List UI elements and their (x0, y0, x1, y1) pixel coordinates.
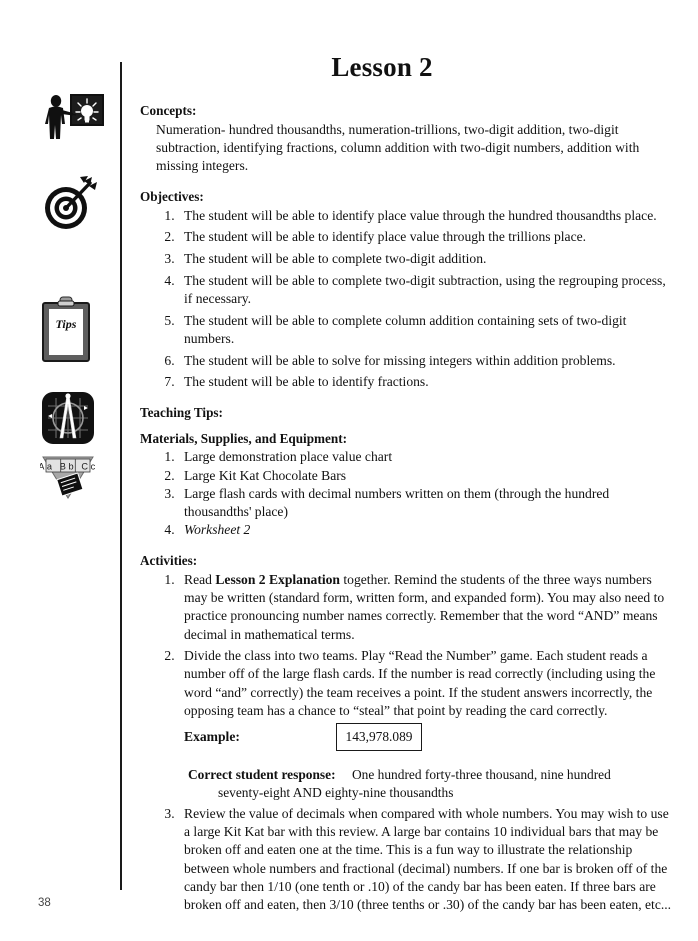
correct-response-label: Correct student response: (188, 767, 336, 783)
example-number-box: 143,978.089 (336, 723, 422, 751)
objectives-heading: Objectives: (140, 189, 204, 205)
abc-pennant-label: Aa Bb Cc (40, 461, 96, 472)
list-item: 4. The student will be able to complete two-digit subtraction, using the regrouping process, if necessary. (178, 272, 674, 308)
vertical-divider (120, 62, 122, 890)
activity1-post: together. Remind the students of the three ways numbers may be written (standard form, written form, and expanded form). You may also need to practice pronouncing number names correctly. Remember that the word “AND” means decimal in mathematical terms. (184, 571, 665, 642)
activity2-text: Divide the class into two teams. Play “Read the Number” game. Each student reads a number off of the large flash cards. If the number is read correctly (including using the word “and” correctly) the team receives a point. If the student answers incorrectly, the opposing team has a chance to “steal” that point by reading the card correctly. (184, 648, 656, 718)
list-item: 2. Large Kit Kat Chocolate Bars (178, 467, 674, 485)
teacher-blackboard-lightbulb-icon (40, 92, 106, 157)
correct-response-line2: seventy-eight AND eighty-nine thousandths (218, 784, 454, 800)
example-label: Example: (184, 729, 240, 745)
target-arrow-icon (40, 175, 98, 236)
example-row (184, 723, 674, 757)
activities-heading: Activities: (140, 553, 198, 569)
teaching-tips-heading: Teaching Tips: (140, 405, 223, 421)
list-item: 7. The student will be able to identify fractions. (178, 373, 674, 391)
list-item (178, 571, 674, 644)
lesson-content (140, 52, 674, 918)
worksheet-reference: Worksheet 2 (184, 522, 251, 538)
page-number: 38 (38, 897, 51, 909)
icon-rail (0, 0, 120, 941)
list-item: 3. Large flash cards with decimal numbers written on them (through the hundred thousandths' place) (178, 485, 674, 521)
concepts-body: Numeration- hundred thousandths, numeration-trillions, two-digit addition, two-digit subtraction, identifying fractions, column addition with two-digit numbers, addition with missing integers. (156, 121, 640, 173)
materials-heading: Materials, Supplies, and Equipment: (140, 430, 348, 446)
list-item (178, 521, 674, 539)
list-item (178, 647, 674, 801)
activity1-pre: Read (184, 571, 216, 587)
materials-list (140, 448, 674, 539)
list-item: 1. Large demonstration place value chart (178, 448, 674, 466)
list-item: 6. The student will be able to solve for missing integers within addition problems. (178, 352, 674, 370)
page-title: Lesson 2 (331, 52, 433, 82)
list-item: 2. The student will be able to identify place value through the trillions place. (178, 228, 674, 246)
concepts-heading: Concepts: (140, 103, 197, 118)
list-item: 1. The student will be able to identify place value through the hundred thousandths place. (178, 207, 674, 225)
activity1-bold-reference: Lesson 2 Explanation (215, 571, 340, 587)
objectives-list (140, 207, 674, 392)
list-item: 3. Review the value of decimals when compared with whole numbers. You may wish to use a large Kit Kat bar with this review. A large bar contains 10 individual bars that may be broken off and eaten one at the time. This is a fun way to illustrate the relationship between whole numbers and fractional (decimal) numbers. If one bar is broken off of the candy bar then 1/10 (one tenth or .10) of the candy bar has been eaten. If three bars are broken off and eaten, then 3/10 (three tenths or .30) of the candy bar has been eaten, etc... (178, 805, 674, 914)
correct-response-row (184, 766, 674, 801)
tips-clipboard-icon (40, 296, 92, 369)
abc-pennant-icon (40, 452, 96, 507)
list-item: 5. The student will be able to complete column addition containing sets of two-digit numbers. (178, 312, 674, 348)
tips-clipboard-label: Tips (55, 317, 77, 331)
compass-drafting-icon (40, 390, 96, 451)
correct-response-line1: One hundred forty-three thousand, nine hundred (352, 767, 611, 783)
activities-list (140, 571, 674, 914)
list-item: 3. The student will be able to complete two-digit addition. (178, 250, 674, 268)
